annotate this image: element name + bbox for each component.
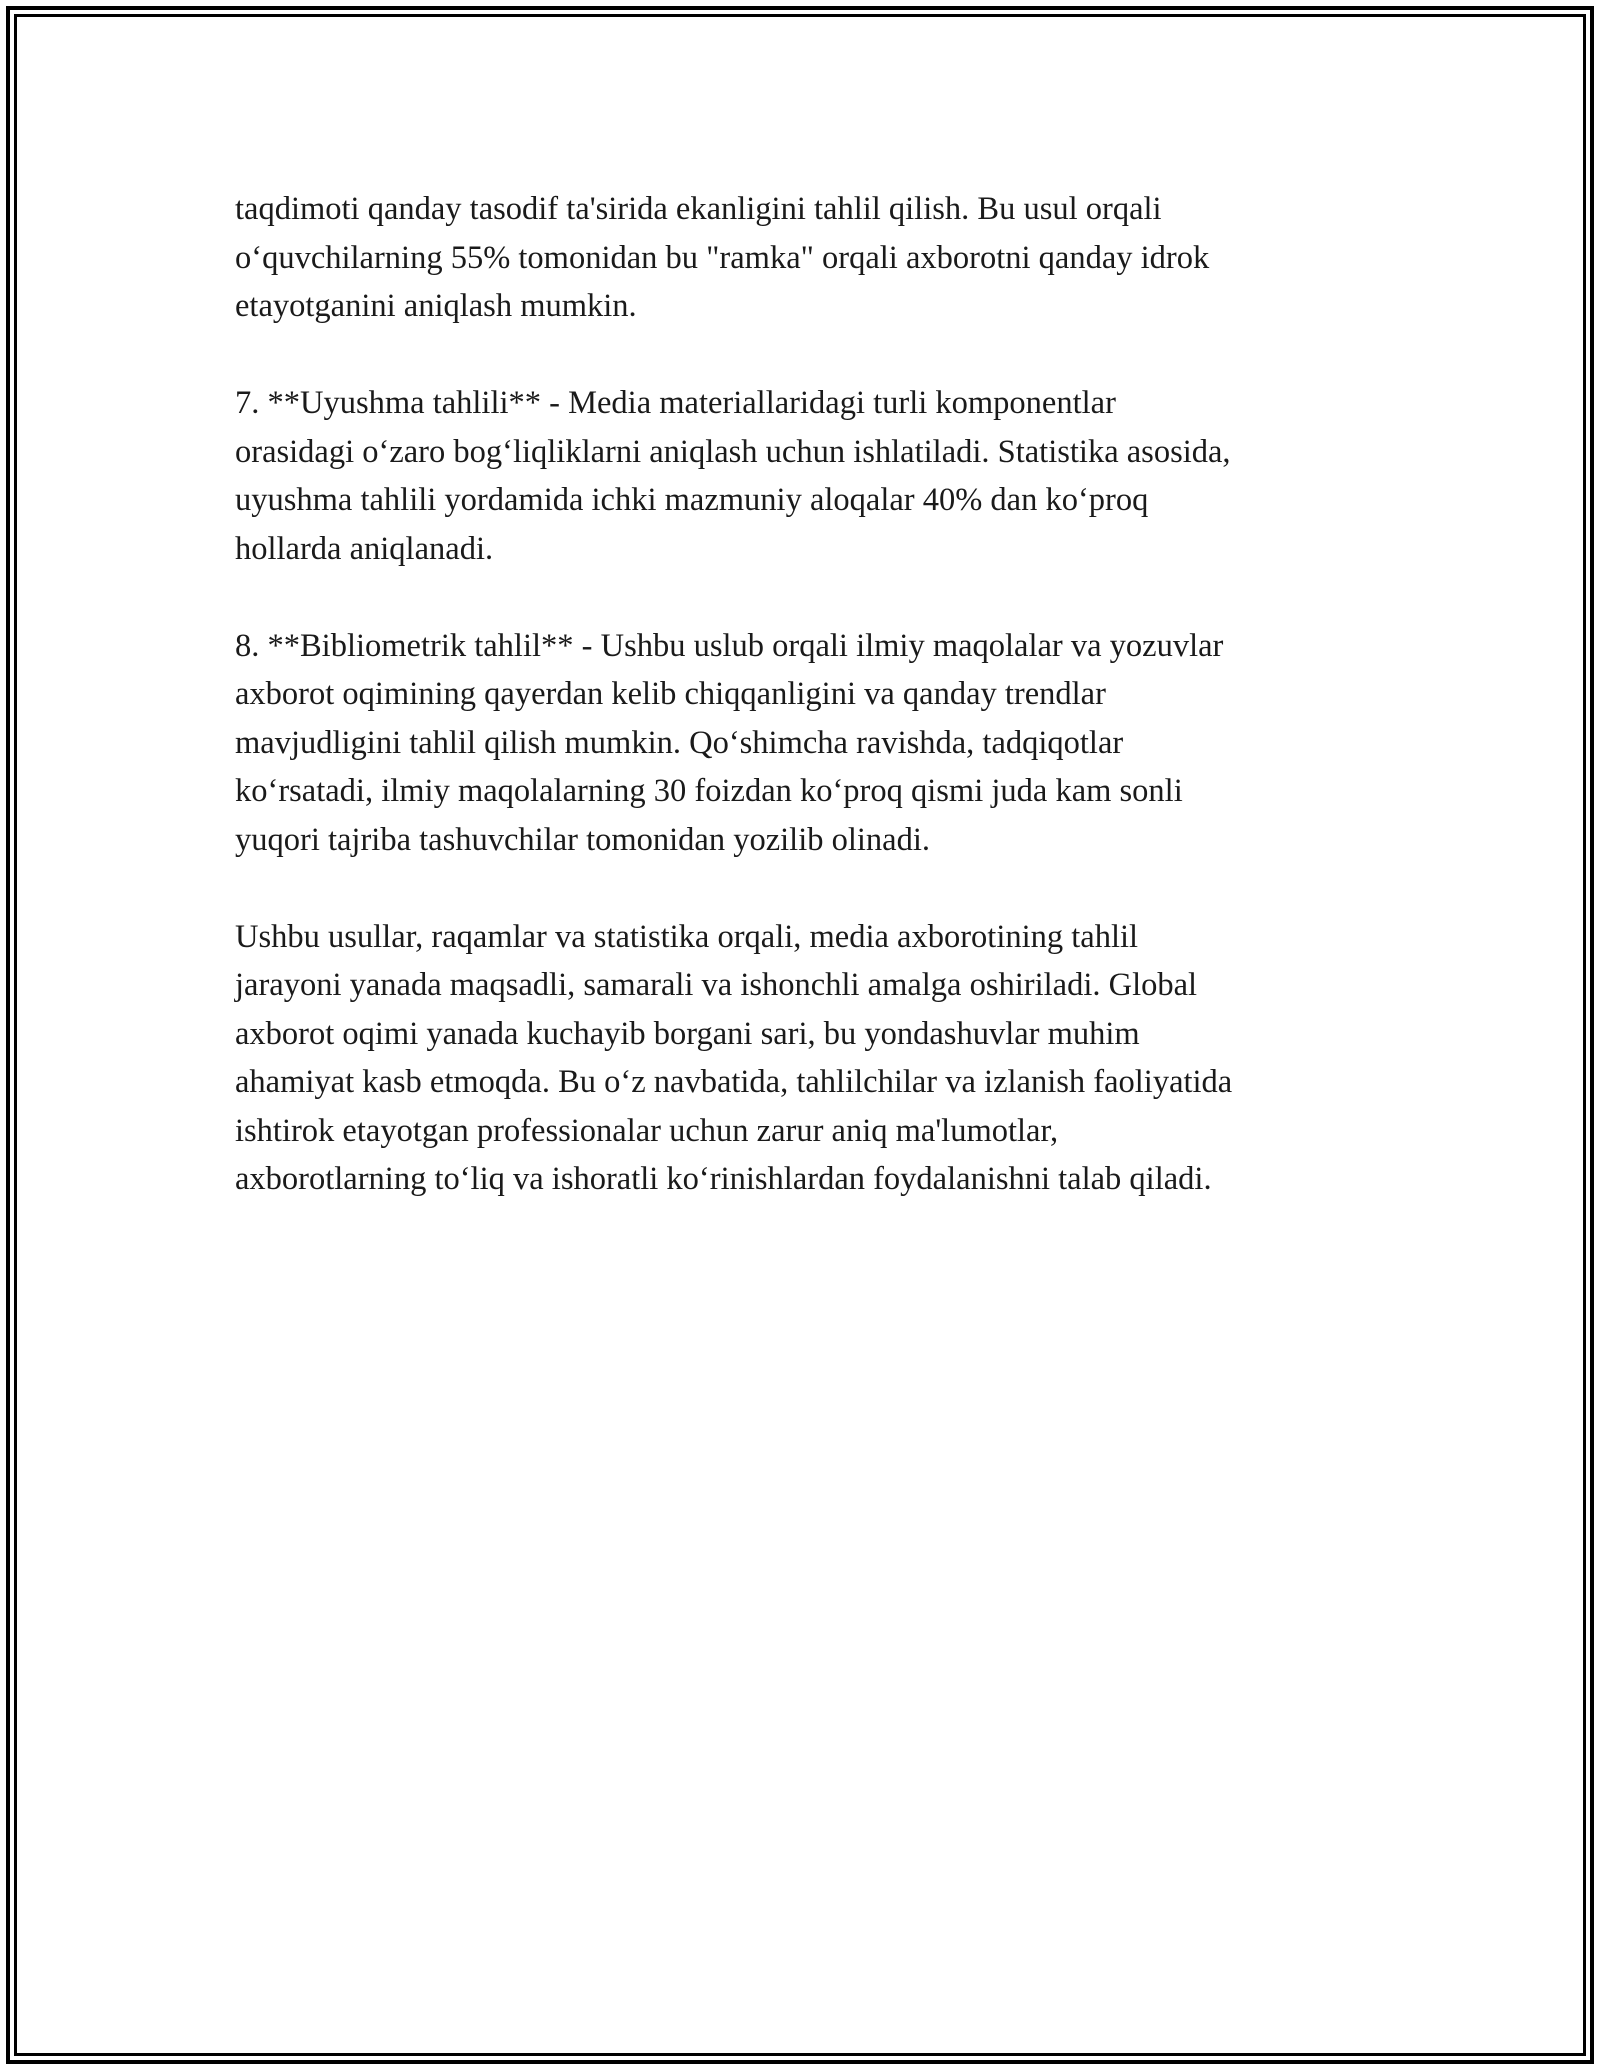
text-line: ishtirok etayotgan professionalar uchun zarur aniq ma'lumotlar, bbox=[235, 1112, 1059, 1149]
text-line: ahamiyat kasb etmoqda. Bu o‘z navbatida, tahlilchilar va izlanish faoliyatida bbox=[235, 1064, 1233, 1100]
text-line: axborotlarning to‘liq va ishoratli ko‘rinishlardan foydalanishni talab qiladi. bbox=[235, 1161, 1212, 1197]
paragraph-conclusion bbox=[235, 913, 1385, 1204]
paragraph-association-analysis bbox=[235, 379, 1385, 573]
text-line: axborot oqimining qayerdan kelib chiqqanligini va qanday trendlar bbox=[235, 676, 1106, 712]
text-line: yuqori tajriba tashuvchilar tomonidan yozilib olinadi. bbox=[235, 821, 930, 858]
document-body bbox=[235, 185, 1385, 1252]
text-line: jarayoni yanada maqsadli, samarali va ishonchli amalga oshiriladi. Global bbox=[235, 967, 1198, 1003]
text-line: 8. **Bibliometrik tahlil** - Ushbu uslub orqali ilmiy maqolalar va yozuvlar bbox=[235, 627, 1224, 664]
text-line: uyushma tahlili yordamida ichki mazmuniy aloqalar 40% dan ko‘proq bbox=[235, 482, 1149, 518]
text-line: hollarda aniqlanadi. bbox=[235, 530, 494, 567]
text-line: taqdimoti qanday tasodif ta'sirida ekanligini tahlil qilish. Bu usul orqali bbox=[235, 191, 1162, 227]
text-line: 7. **Uyushma tahlili** - Media materiallaridagi turli komponentlar bbox=[235, 385, 1116, 421]
paragraph-framing-analysis bbox=[235, 185, 1385, 331]
text-line: axborot oqimi yanada kuchayib borgani sari, bu yondashuvlar muhim bbox=[235, 1015, 1140, 1052]
text-line: o‘quvchilarning 55% tomonidan bu "ramka" orqali axborotni qanday idrok bbox=[235, 239, 1210, 276]
text-line: ko‘rsatadi, ilmiy maqolalarning 30 foizdan ko‘proq qismi juda kam sonli bbox=[235, 773, 1183, 809]
text-line: Ushbu usullar, raqamlar va statistika orqali, media axborotining tahlil bbox=[235, 918, 1139, 955]
paragraph-bibliometric-analysis bbox=[235, 622, 1385, 865]
text-line: mavjudligini tahlil qilish mumkin. Qo‘shimcha ravishda, tadqiqotlar bbox=[235, 724, 1124, 761]
text-line: orasidagi o‘zaro bog‘liqliklarni aniqlash uchun ishlatiladi. Statistika asosida, bbox=[235, 433, 1231, 470]
text-line: etayotganini aniqlash mumkin. bbox=[235, 288, 637, 324]
